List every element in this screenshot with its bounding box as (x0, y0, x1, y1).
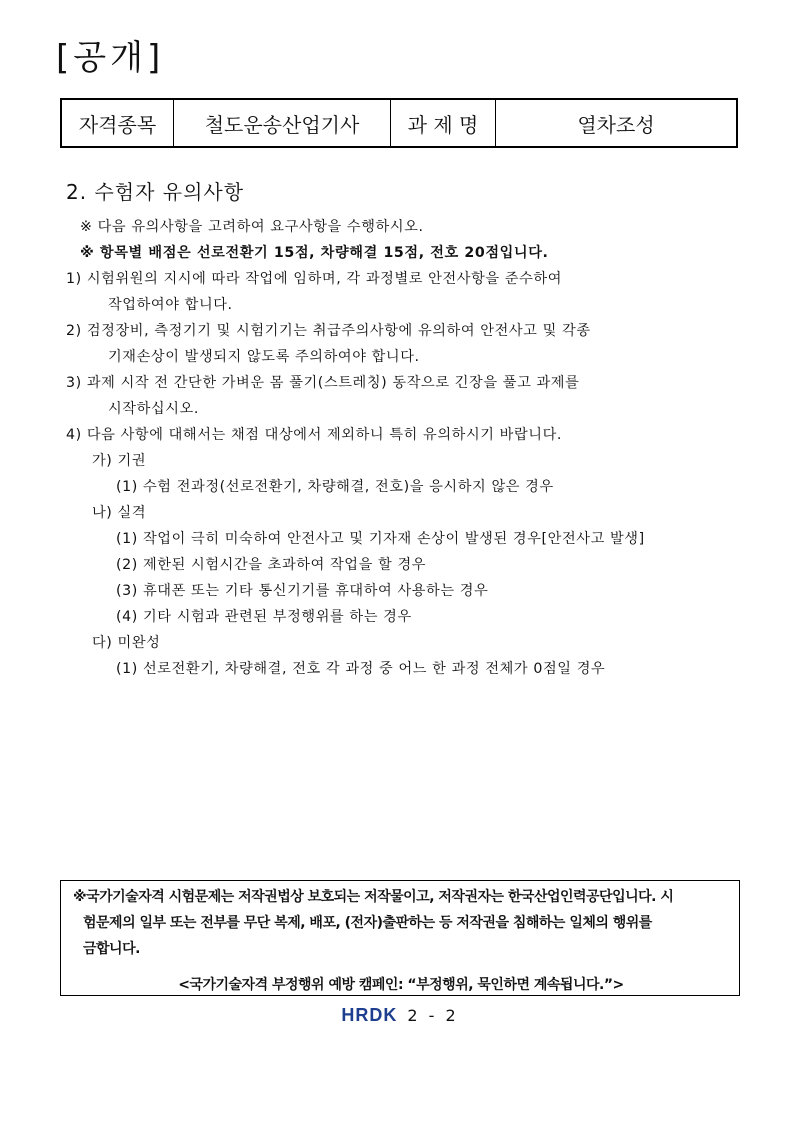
campaign-slogan: <국가기술자격 부정행위 예방 캠페인: “부정행위, 묵인하면 계속됩니다.”> (178, 977, 624, 993)
copyright-notice (60, 880, 740, 996)
note-subheading: 가) 기권 (92, 453, 147, 469)
note-line: (3) 휴대폰 또는 기타 통신기기를 휴대하여 사용하는 경우 (116, 583, 489, 599)
note-line: (4) 기타 시험과 관련된 부정행위를 하는 경우 (116, 609, 412, 625)
page-footer (0, 1005, 800, 1026)
document-classification: [공개] (56, 38, 165, 78)
note-subheading: 다) 미완성 (92, 635, 161, 651)
note-line: ※ 다음 유의사항을 고려하여 요구사항을 수행하시오. (80, 219, 424, 235)
note-line: 작업하여야 합니다. (108, 297, 233, 313)
note-line: 기재손상이 발생되지 않도록 주의하여야 합니다. (108, 349, 420, 365)
note-line: (2) 제한된 시험시간을 초과하여 작업을 할 경우 (116, 557, 427, 573)
note-subheading: 나) 실격 (92, 505, 147, 521)
note-line: 2) 검정장비, 측정기기 및 시험기기는 취급주의사항에 유의하여 안전사고 및 각종 (66, 323, 591, 339)
exam-info-table (60, 98, 738, 148)
page-number: 2 - 2 (407, 1006, 459, 1025)
copyright-line: 금합니다. (83, 941, 140, 957)
note-line: (1) 선로전환기, 차량해결, 전호 각 과정 중 어느 한 과정 전체가 0점일 경우 (116, 661, 606, 677)
task-value: 열차조성 (496, 99, 738, 147)
qualification-label: 자격종목 (61, 99, 174, 147)
hrdk-logo: HRDK (341, 1005, 398, 1025)
task-label: 과 제 명 (391, 99, 496, 147)
note-line: 시작하십시오. (108, 401, 199, 417)
section-title: 2. 수험자 유의사항 (66, 180, 245, 204)
note-line: (1) 작업이 극히 미숙하여 안전사고 및 기자재 손상이 발생된 경우[안전사고 발생] (116, 531, 645, 547)
copyright-line: 험문제의 일부 또는 전부를 무단 복제, 배포, (전자)출판하는 등 저작권을 침해하는 일체의 행위를 (83, 915, 652, 931)
note-line: 1) 시험위원의 지시에 따라 작업에 임하며, 각 과정별로 안전사항을 준수하여 (66, 271, 563, 287)
qualification-value: 철도운송산업기사 (174, 99, 391, 147)
note-line: ※ 항목별 배점은 선로전환기 15점, 차량해결 15점, 전호 20점입니다. (80, 245, 549, 261)
note-line: (1) 수험 전과정(선로전환기, 차량해결, 전호)을 응시하지 않은 경우 (116, 479, 554, 495)
notes-section (66, 176, 756, 682)
note-line: 4) 다음 사항에 대해서는 채점 대상에서 제외하니 특히 유의하시기 바랍니다. (66, 427, 563, 443)
copyright-line: ※국가기술자격 시험문제는 저작권법상 보호되는 저작물이고, 저작권자는 한국산업인력공단입니다. 시 (73, 889, 674, 905)
note-line: 3) 과제 시작 전 간단한 가벼운 몸 풀기(스트레칭) 동작으로 긴장을 풀고 과제를 (66, 375, 580, 391)
